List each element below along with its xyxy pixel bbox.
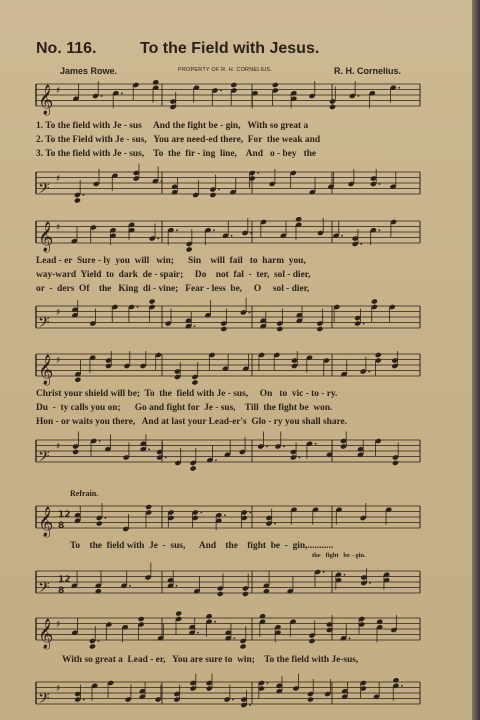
svg-text:♯: ♯: [56, 442, 61, 452]
bass-staff: [32, 676, 422, 716]
lyric-line: To the field with Je - sus, And the fight be - gin,...........: [70, 541, 334, 551]
svg-text:8: 8: [58, 521, 65, 531]
treble-staff: [32, 500, 422, 540]
svg-text:♯: ♯: [56, 308, 61, 318]
lyric-line: 2. To the Field with Je - sus, You are need-ed there, For the weak and: [36, 135, 321, 145]
svg-text:♯: ♯: [56, 86, 61, 96]
treble-staff: [32, 78, 422, 118]
svg-text:♯: ♯: [56, 356, 61, 366]
svg-text:12: 12: [58, 575, 71, 585]
svg-text:𝄢: 𝄢: [38, 579, 50, 600]
hymn-header: [36, 40, 436, 62]
bass-staff: [32, 434, 422, 474]
treble-staff: [32, 215, 422, 255]
svg-text:𝄢: 𝄢: [38, 314, 50, 335]
lyric-line: Hon - or waits you there, And at last your Lead-er's Glo - ry you shall share.: [36, 417, 348, 427]
lyricist: James Rowe.: [60, 66, 118, 76]
svg-text:♯: ♯: [56, 620, 61, 630]
lyric-line: With so great a Lead - er, You are sure to win; To the field with Je-sus,: [62, 655, 359, 665]
bass-staff: [32, 300, 422, 340]
refrain-label: Refrain.: [70, 489, 99, 498]
book-spine-edge: [472, 0, 480, 720]
svg-text:♯: ♯: [56, 684, 61, 694]
lyric-line: or - ders Of the King di - vine; Fear - less be, O sol - dier,: [36, 284, 310, 294]
svg-text:𝄞: 𝄞: [38, 355, 54, 385]
bass-staff: [32, 166, 422, 206]
treble-staff: [32, 612, 422, 652]
composer: R. H. Cornelius.: [334, 66, 402, 76]
hymn-number: No. 116.: [36, 40, 97, 57]
svg-text:𝄢: 𝄢: [38, 690, 50, 711]
svg-text:8: 8: [58, 586, 65, 596]
echo-lyric: the fight be - gin.: [312, 552, 366, 559]
bass-staff: [32, 565, 422, 605]
lyric-line: Du - ty calls you on; Go and fight for Je - sus, Till the fight be won.: [36, 403, 333, 413]
hymn-title: To the Field with Jesus.: [140, 40, 320, 57]
svg-text:𝄞: 𝄞: [38, 507, 54, 537]
svg-text:♯: ♯: [56, 223, 61, 233]
lyric-line: 3. To the field with Je - sus, To the fir - ing line, And o - bey the: [36, 149, 317, 159]
lyric-line: way-ward Yield to dark de - spair; Do not fal - ter, sol - dier,: [36, 270, 311, 280]
lyric-line: 1. To the field with Je - sus And the fight be - gin, With so great a: [36, 121, 309, 131]
svg-text:𝄞: 𝄞: [38, 222, 54, 252]
svg-text:♯: ♯: [56, 174, 61, 184]
svg-text:𝄞: 𝄞: [38, 619, 54, 649]
lyric-line: Lead - er Sure - ly you will win; Sin will fail to harm you,: [36, 256, 306, 266]
lyric-line: Christ your shield will be; To the field with Je - sus, On to vic - to - ry.: [36, 389, 338, 399]
svg-text:𝄢: 𝄢: [38, 180, 50, 201]
treble-staff: [32, 348, 422, 388]
svg-text:𝄞: 𝄞: [38, 85, 54, 115]
svg-text:𝄢: 𝄢: [38, 448, 50, 469]
svg-text:12: 12: [58, 510, 71, 520]
copyright-notice: PROPERTY OF R. H. CORNELIUS.: [178, 67, 273, 73]
